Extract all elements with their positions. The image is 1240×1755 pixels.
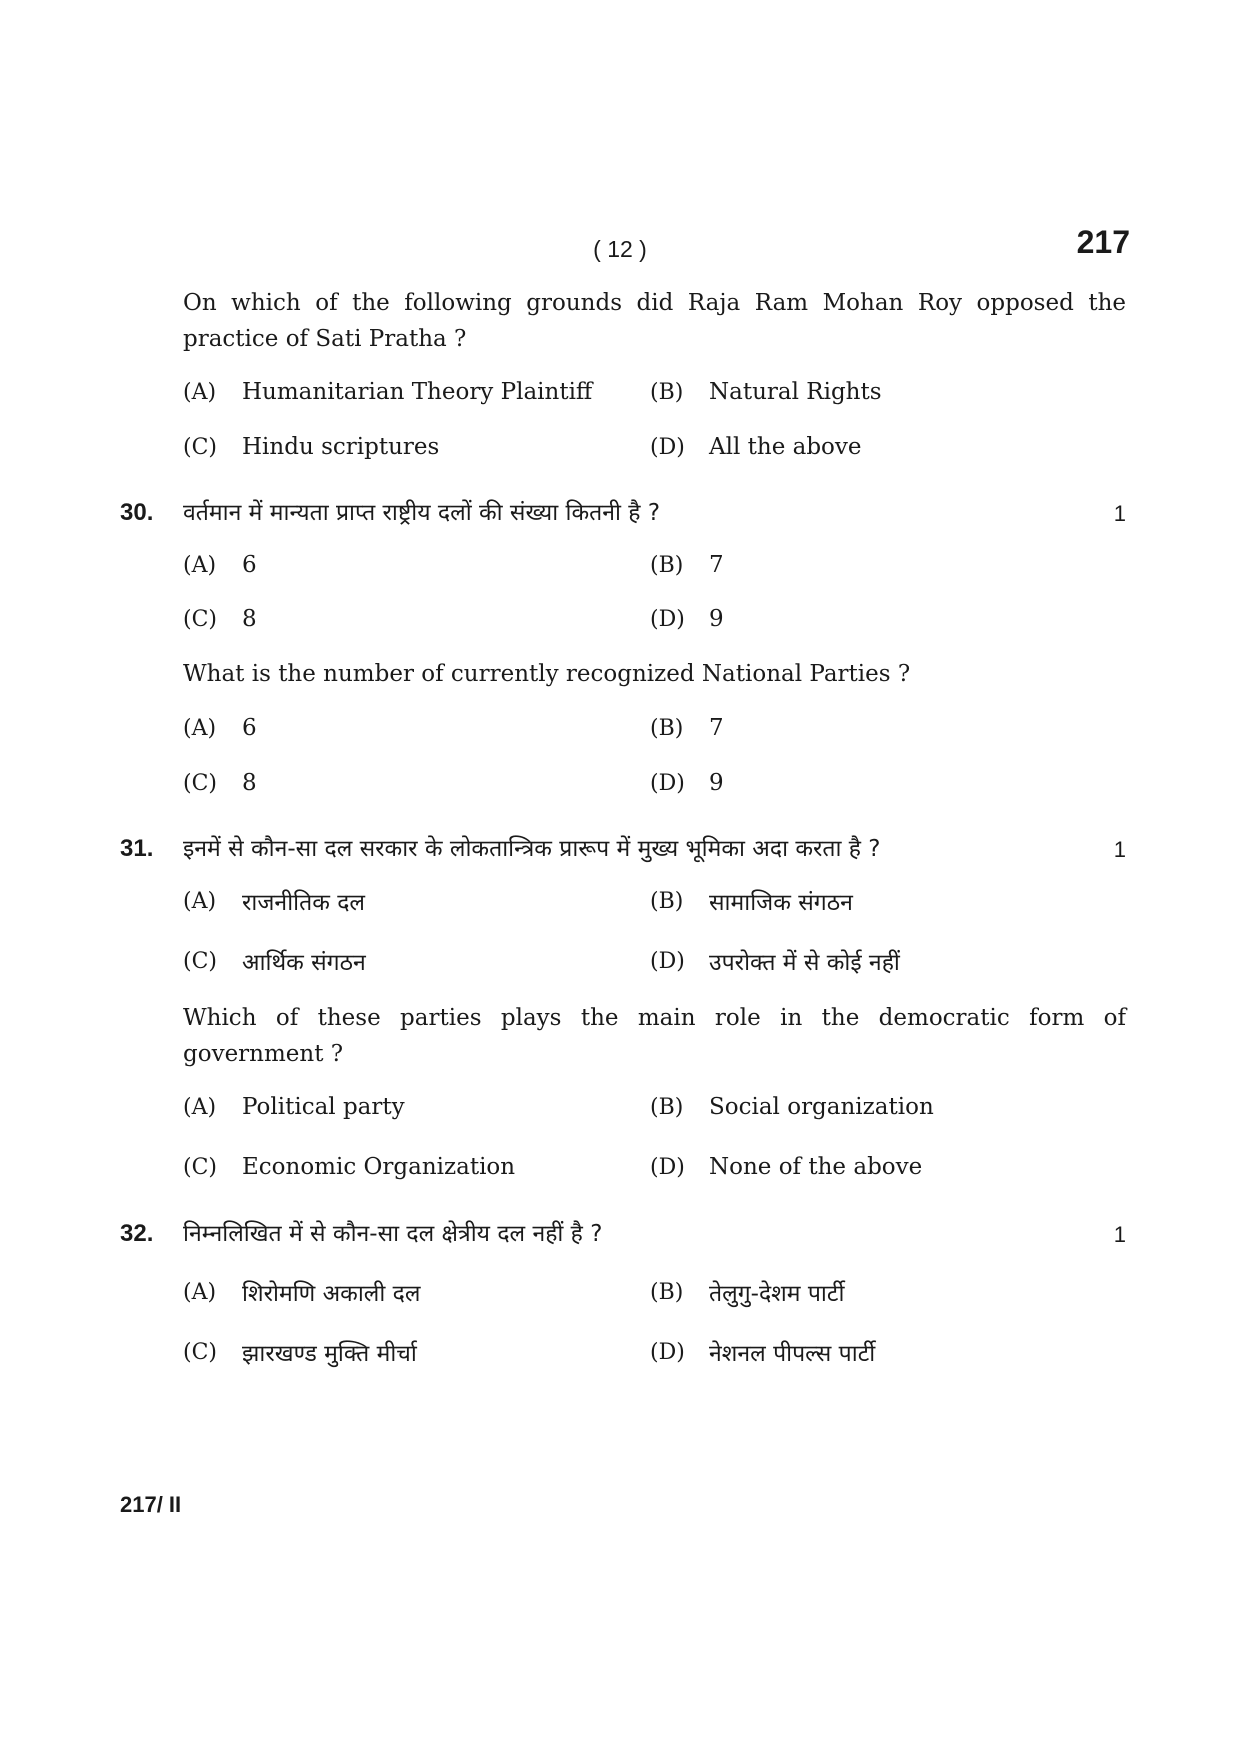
- q31-en-option-d-label: (D): [650, 1155, 685, 1180]
- q29-option-b-label: (B): [650, 380, 684, 405]
- q31-hi-option-d-text: उपरोक्त में से कोई नहीं: [709, 950, 900, 976]
- q31-en-option-c-text: Economic Organization: [242, 1154, 516, 1180]
- question-32-number: 32.: [120, 1220, 154, 1247]
- question-29-text-en: On which of the following grounds did Raja Ram Mohan Roy opposed the practice of Sati Pratha ?: [183, 290, 1126, 352]
- q30-hi-option-a-text: 6: [242, 552, 257, 578]
- q30-en-option-b-text: 7: [709, 715, 724, 741]
- q30-hi-option-b-label: (B): [650, 553, 684, 578]
- q32-hi-option-b-text: तेलुगु-देशम पार्टी: [709, 1281, 845, 1307]
- q30-en-option-c-label: (C): [183, 771, 217, 796]
- q31-hi-option-a-label: (A): [183, 889, 217, 914]
- q30-en-option-c-text: 8: [242, 770, 257, 796]
- question-30-number: 30.: [120, 499, 154, 526]
- q30-hi-option-d-text: 9: [709, 606, 724, 632]
- question-30-marks: 1: [1113, 501, 1126, 526]
- q31-hi-option-c-text: आर्थिक संगठन: [242, 950, 366, 976]
- q29-option-c-text: Hindu scriptures: [242, 434, 440, 460]
- question-31-number: 31.: [120, 835, 154, 862]
- paper-code-footer: 217/ II: [120, 1492, 182, 1517]
- q31-en-option-d-text: None of the above: [709, 1154, 923, 1180]
- question-31-text-en: Which of these parties plays the main role in the democratic form of government ?: [183, 1005, 1126, 1067]
- question-32-text-hi: निम्नलिखित में से कौन-सा दल क्षेत्रीय दल नहीं है ?: [183, 1221, 603, 1247]
- q32-hi-option-c-label: (C): [183, 1340, 217, 1365]
- q30-en-option-a-text: 6: [242, 715, 257, 741]
- q31-en-option-a-label: (A): [183, 1095, 217, 1120]
- q30-en-option-a-label: (A): [183, 716, 217, 741]
- q32-hi-option-a-text: शिरोमणि अकाली दल: [242, 1281, 421, 1307]
- q29-option-a-text: Humanitarian Theory Plaintiff: [242, 379, 593, 405]
- q31-hi-option-b-label: (B): [650, 889, 684, 914]
- paper-code-header: 217: [1076, 224, 1130, 260]
- question-31-marks: 1: [1113, 837, 1126, 862]
- q31-hi-option-a-text: राजनीतिक दल: [242, 890, 366, 916]
- q29-option-a-label: (A): [183, 380, 217, 405]
- page-number: ( 12 ): [593, 236, 647, 262]
- q31-en-option-c-label: (C): [183, 1155, 217, 1180]
- q29-option-d-label: (D): [650, 435, 685, 460]
- q31-en-option-b-text: Social organization: [709, 1094, 934, 1120]
- q30-hi-option-c-text: 8: [242, 606, 257, 632]
- q30-hi-option-c-label: (C): [183, 607, 217, 632]
- q30-hi-option-d-label: (D): [650, 607, 685, 632]
- q30-hi-option-b-text: 7: [709, 552, 724, 578]
- question-31-text-hi: इनमें से कौन-सा दल सरकार के लोकतान्त्रिक प्रारूप में मुख्य भूमिका अदा करता है ?: [183, 836, 881, 862]
- q29-option-d-text: All the above: [709, 434, 862, 460]
- q31-en-option-a-text: Political party: [242, 1094, 405, 1120]
- q29-option-c-label: (C): [183, 435, 217, 460]
- q32-hi-option-d-text: नेशनल पीपल्स पार्टी: [709, 1341, 876, 1367]
- q31-hi-option-b-text: सामाजिक संगठन: [709, 890, 853, 916]
- q31-hi-option-d-label: (D): [650, 949, 685, 974]
- q32-hi-option-d-label: (D): [650, 1340, 685, 1365]
- q31-en-option-b-label: (B): [650, 1095, 684, 1120]
- q29-option-b-text: Natural Rights: [709, 379, 882, 405]
- q32-hi-option-a-label: (A): [183, 1280, 217, 1305]
- question-32-marks: 1: [1113, 1222, 1126, 1247]
- question-30-text-en: What is the number of currently recognized National Parties ?: [183, 661, 911, 687]
- q32-hi-option-c-text: झारखण्ड मुक्ति मीर्चा: [242, 1341, 417, 1367]
- q32-hi-option-b-label: (B): [650, 1280, 684, 1305]
- q30-en-option-d-text: 9: [709, 770, 724, 796]
- q30-en-option-b-label: (B): [650, 716, 684, 741]
- q30-hi-option-a-label: (A): [183, 553, 217, 578]
- q31-hi-option-c-label: (C): [183, 949, 217, 974]
- q30-en-option-d-label: (D): [650, 771, 685, 796]
- question-30-text-hi: वर्तमान में मान्यता प्राप्त राष्ट्रीय दलों की संख्या कितनी है ?: [183, 500, 661, 526]
